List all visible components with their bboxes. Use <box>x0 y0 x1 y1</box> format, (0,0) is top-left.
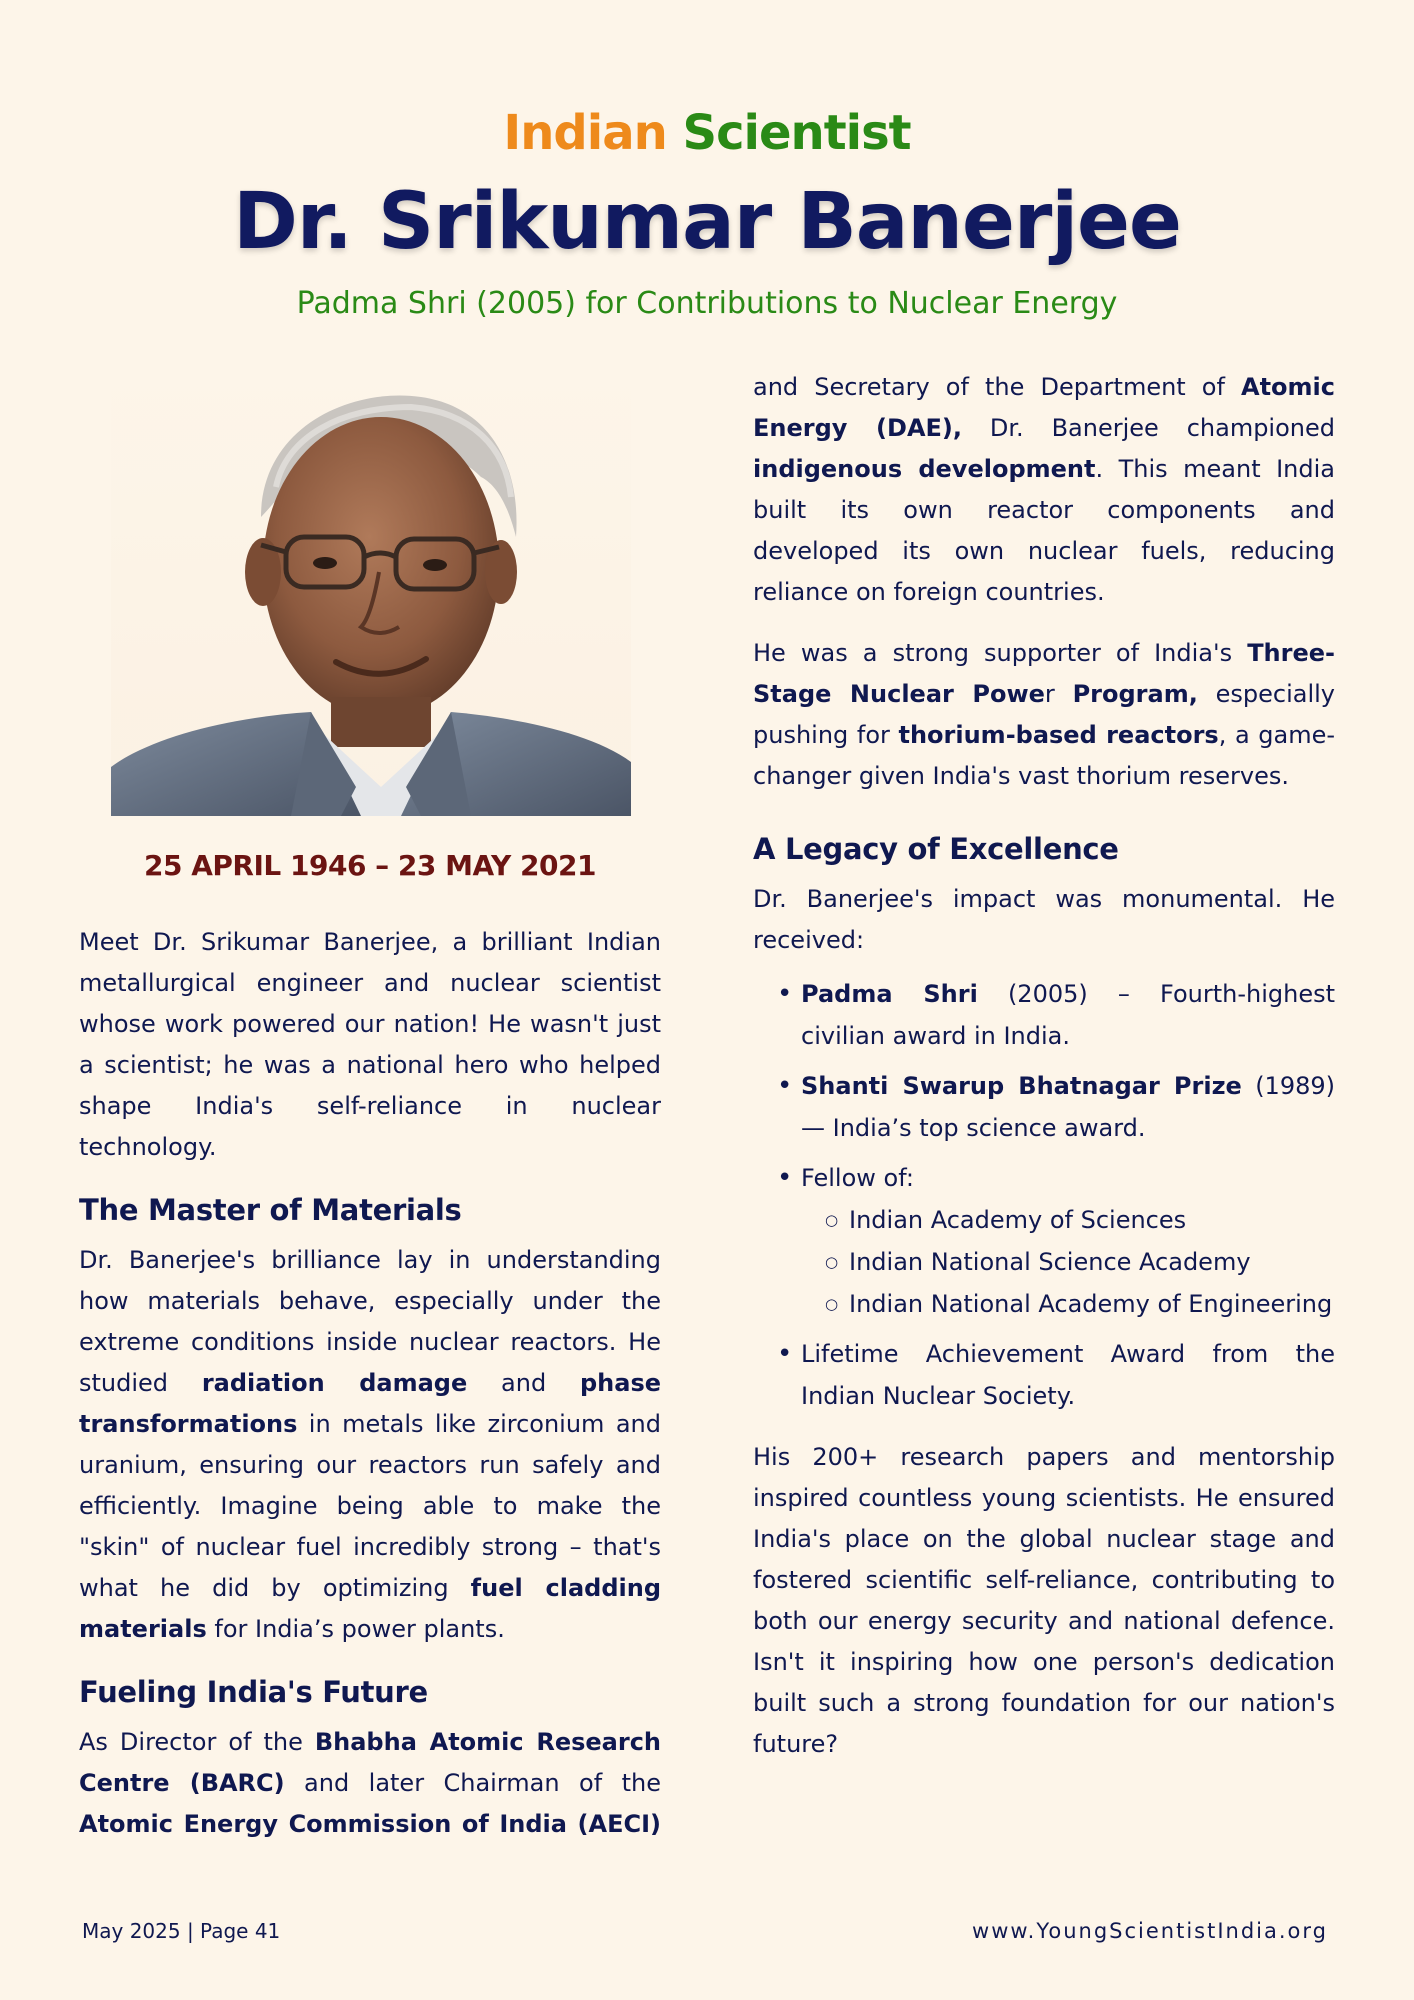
award-padma-shri-detail: (2005) – Fourth-highest civilian award in India. <box>801 980 1335 1050</box>
master-text-4: for India’s power plants. <box>206 1615 505 1643</box>
master-paragraph <box>79 1240 661 1650</box>
fueling-text-5: . This meant India built its own reactor components and developed its own nuclear fuels, reducing reliance on foreign countries. <box>753 455 1335 606</box>
award-bhatnagar-name: Shanti Swarup Bhatnagar Prize <box>801 1072 1242 1100</box>
term-aeci: Atomic Energy Commission of India (AECI) <box>79 1810 661 1838</box>
footer-issue-page: May 2025 | Page 41 <box>82 1919 281 1943</box>
master-text-2: and <box>467 1369 580 1397</box>
term-fuel-cladding: fuel cladding materials <box>79 1574 662 1643</box>
threestage-text-4: , a game-changer given India's vast thorium reserves. <box>753 721 1336 790</box>
fellowship-item: ○ Indian National Science Academy <box>801 1241 1335 1283</box>
fueling-text-3: and Secretary of the Department of <box>753 373 1241 401</box>
heading-fueling-future: Fueling India's Future <box>79 1675 428 1709</box>
left-column <box>79 922 661 1845</box>
heading-master-of-materials: The Master of Materials <box>79 1193 462 1227</box>
threestage-text-3: especially pushing for <box>753 680 1335 749</box>
kicker <box>0 98 1414 168</box>
term-radiation-damage: radiation damage <box>201 1369 468 1397</box>
term-dae: Atomic Energy (DAE), <box>753 373 1335 442</box>
award-lifetime-achievement: • Lifetime Achievement Award from the Indian Nuclear Society. <box>753 1333 1335 1417</box>
master-text-1: Dr. Banerjee's brilliance lay in understanding how materials behave, especially under the extreme conditions inside nuclear reactors. He studied <box>79 1246 661 1397</box>
page-header <box>0 98 1414 326</box>
term-thorium-reactors: thorium-based reactors <box>898 721 1219 749</box>
fueling-text-2: and later Chairman of the <box>284 1769 661 1797</box>
kicker-word-indian: Indian <box>503 105 667 161</box>
threestage-text-2: r <box>1044 680 1073 708</box>
fellowship-item: ○ Indian Academy of Sciences <box>801 1199 1335 1241</box>
fueling-text-1: As Director of the <box>79 1728 315 1756</box>
fellow-label: Fellow of: <box>801 1164 914 1192</box>
fellowship-list <box>801 1199 1335 1325</box>
fueling-text-4: Dr. Banerjee championed <box>962 414 1335 442</box>
life-dates: 25 APRIL 1946 – 23 MAY 2021 <box>144 849 596 882</box>
term-phase-transformations: phase transformations <box>79 1369 662 1438</box>
term-program: Program, <box>1072 680 1198 708</box>
right-column <box>753 367 1335 1765</box>
term-three-stage: Three-Stage Nuclear Powe <box>753 639 1335 708</box>
award-fellowships <box>753 1157 1335 1325</box>
heading-legacy: A Legacy of Excellence <box>753 832 1119 866</box>
award-padma-shri <box>753 973 1335 1057</box>
fueling-paragraph-start <box>79 1722 661 1845</box>
page-subtitle: Padma Shri (2005) for Contributions to Nuclear Energy <box>296 286 1118 321</box>
term-indigenous-development: indigenous development <box>753 455 1096 483</box>
awards-list <box>753 973 1335 1417</box>
award-bhatnagar <box>753 1065 1335 1149</box>
fellowship-item: ○ Indian National Academy of Engineering <box>801 1283 1335 1325</box>
intro-text: Meet Dr. Srikumar Banerjee, a brilliant Indian metallurgical engineer and nuclear scientist whose work powered our nation! He wasn't just a scientist; he was a national hero who helped shape India's self-reliance in nuclear technology. <box>79 928 661 1161</box>
kicker-word-scientist: Scientist <box>682 105 911 161</box>
award-padma-shri-name: Padma Shri <box>801 980 978 1008</box>
award-bhatnagar-detail: (1989)— India’s top science award. <box>801 1072 1335 1142</box>
three-stage-paragraph <box>753 633 1335 797</box>
page-title: Dr. Srikumar Banerjee <box>233 177 1181 267</box>
term-barc: Bhabha Atomic Research Centre (BARC) <box>79 1728 662 1797</box>
closing-paragraph: His 200+ research papers and mentorship inspired countless young scientists. He ensured India's place on the global nuclear stage and fostered scientific self-reliance, contributing to both our energy security and national defence. Isn't it inspiring how one person's dedication built such a strong foundation for our nation's future? <box>753 1443 1335 1758</box>
threestage-text-1: He was a strong supporter of India's <box>753 639 1248 667</box>
fueling-paragraph-continued <box>753 367 1335 613</box>
intro-paragraph <box>79 922 661 1168</box>
portrait-photo <box>111 367 631 816</box>
footer-website: www.YoungScientistIndia.org <box>972 1919 1328 1943</box>
master-text-3: in metals like zirconium and uranium, ensuring our reactors run safely and efficiently. Imagine being able to make the "skin" of nuclear fuel incredibly strong – that's what he did by optimizing <box>79 1410 661 1602</box>
legacy-intro: Dr. Banerjee's impact was monumental. He received: <box>753 885 1335 954</box>
